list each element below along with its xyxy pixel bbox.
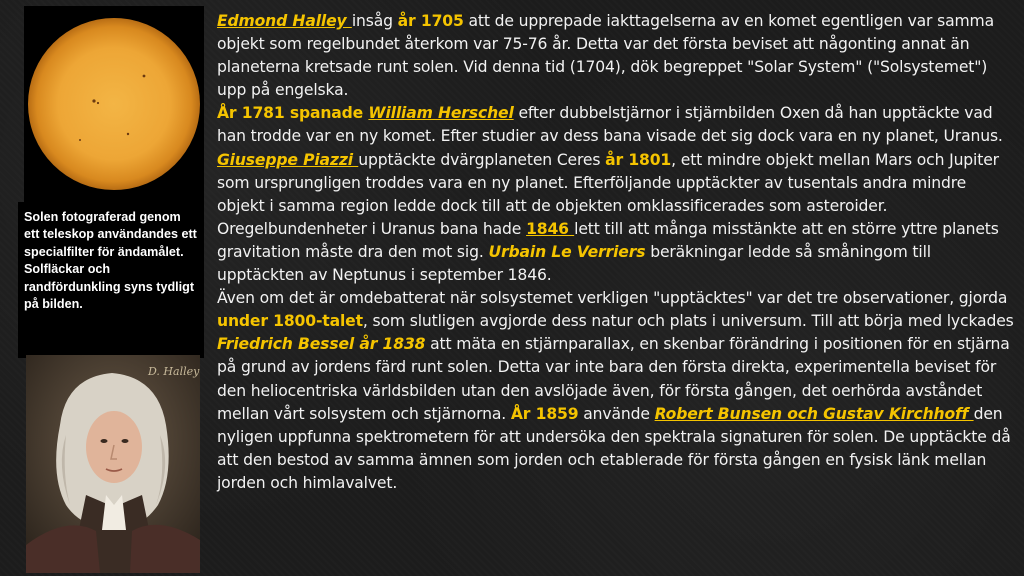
highlight-year-1705: år 1705 xyxy=(397,12,464,30)
link-edmond-halley[interactable]: Edmond Halley xyxy=(217,12,352,30)
highlight-bessel-1838: Friedrich Bessel år 1838 xyxy=(217,335,426,354)
history-text xyxy=(217,10,1017,495)
sun-photo xyxy=(24,6,204,202)
text: beräkningar ledde så småningom till upptäckten av Neptunus i september 1846. xyxy=(217,242,931,285)
sun-icon xyxy=(24,6,204,202)
text: , ett mindre objekt mellan Mars och Jupiter som ursprungligen troddes vara en ny planet. Efterföljande upptäckter av tusentals andra mindre objekt i samma region ledde dock till att de objekten omklassificerades som asteroider. xyxy=(217,150,999,215)
portrait-signature: D. Halley xyxy=(148,365,200,378)
text: att de upprepade iakttagelserna av en komet egentligen var samma objekt som regelbundet återkom var 75-76 år. Detta var det första beviset att någonting annat än planeterna kretsade runt solen. Vid denna tid (1704), dök begreppet "Solar System" ("Solsystemet") upp på engelska. xyxy=(217,12,994,100)
text: att mäta en stjärnparallax, en skenbar förändring i positionen för en stjärna på grund av jordens färd runt solen. Detta var inte bara den första direkta, experimentella beviset för den heliocentriska världsbilden utan den avslöjade även, för första gången, det oerhörda avståndet mellan vårt solsystem och stjärnorna. xyxy=(217,335,1010,423)
text: insåg xyxy=(351,12,398,30)
text: upptäckte dvärgplaneten Ceres xyxy=(358,150,606,169)
paragraph-herschel xyxy=(217,102,1017,148)
halley-portrait xyxy=(26,355,200,573)
text: Oregelbundenheter i Uranus bana hade xyxy=(217,219,527,238)
highlight-year-1781: År 1781 spanade xyxy=(217,104,369,123)
sun-caption: Solen fotograferad genom ett teleskop användandes ett specialfilter för ändamålet. Solfläckar och randfördunkling syns tydligt på bilden. xyxy=(18,202,204,358)
text: lett till att många misstänkte att en större yttre planets gravitation måste dra den mot sig. xyxy=(217,219,999,261)
text: använde xyxy=(578,404,655,423)
portrait-icon xyxy=(26,355,200,573)
paragraph-discovery xyxy=(217,287,1017,495)
paragraph-piazzi xyxy=(217,149,1017,218)
highlight-le-verrier: Urbain Le Verriers xyxy=(488,242,646,261)
text: efter dubbelstjärnor i stjärnbilden Oxen då han upptäckte vad han trodde var en ny komet. Efter studier av dess bana visade det sig dock vara en ny planet, Uranus. xyxy=(217,104,1003,146)
highlight-year-1801: år 1801 xyxy=(605,150,672,169)
highlight-year-1859: År 1859 xyxy=(510,404,579,423)
link-giuseppe-piazzi[interactable]: Giuseppe Piazzi xyxy=(217,150,359,169)
paragraph-halley xyxy=(217,10,1017,102)
link-1846[interactable]: 1846 xyxy=(526,219,575,238)
text: , som slutligen avgjorde dess natur och plats i universum. Till att börja med lyckades xyxy=(362,312,1014,331)
link-william-herschel[interactable]: William Herschel xyxy=(368,104,514,123)
text: Även om det är omdebatterat när solsystemet verkligen "upptäcktes" var det tre observationer, gjorda xyxy=(217,289,1008,308)
text: den nyligen uppfunna spektrometern för att undersöka den spektrala signaturen för solen. De upptäckte då att den bestod av samma ämnen som jorden och etablerade för första gången en fysisk länk mellan jorden och himlavalvet. xyxy=(217,404,1011,492)
paragraph-neptune xyxy=(217,218,1017,287)
link-bunsen-kirchhoff[interactable]: Robert Bunsen och Gustav Kirchhoff xyxy=(654,404,974,423)
highlight-1800-talet: under 1800-talet xyxy=(217,312,363,331)
